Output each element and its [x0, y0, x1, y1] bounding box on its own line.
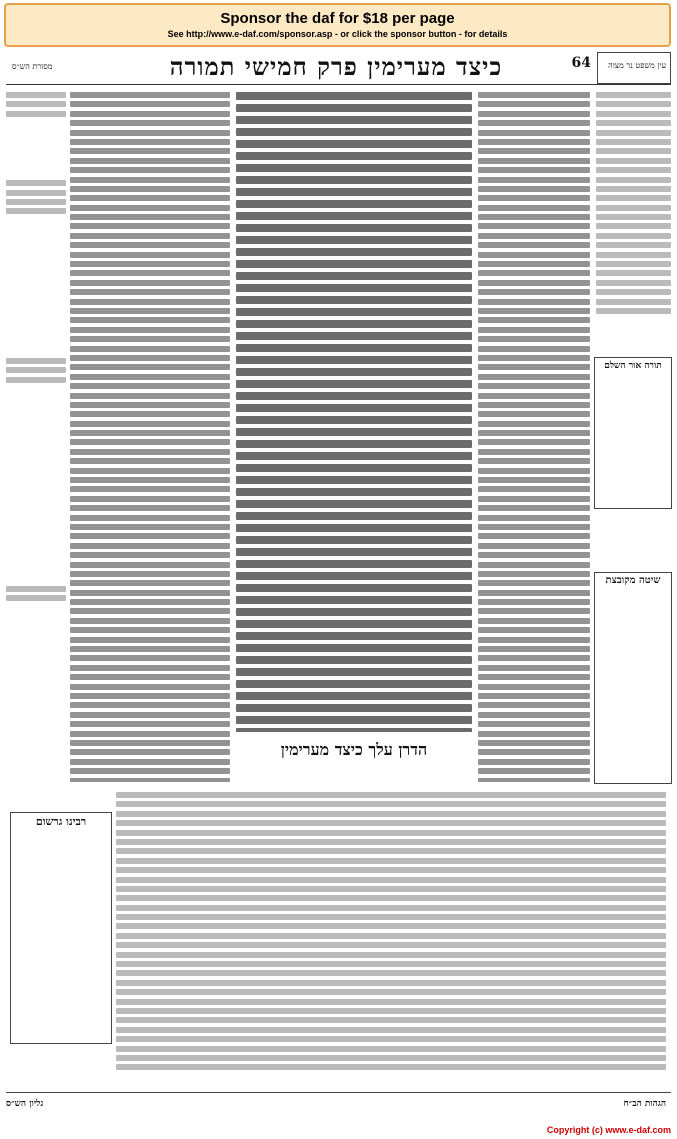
hadran-heading: הדרן עלך כיצד מערימין	[280, 740, 428, 759]
rashi-column	[478, 92, 590, 782]
bottom-divider	[6, 1092, 671, 1093]
gemara-main-column	[236, 92, 472, 732]
sponsor-headline: Sponsor the daf for $18 per page	[220, 10, 455, 27]
tosafot-column	[70, 92, 230, 782]
torah-ohr-box	[594, 357, 672, 509]
bottom-commentary	[116, 792, 666, 1082]
ein-mishpat-column	[596, 92, 671, 352]
sponsor-subline: See http://www.e-daf.com/sponsor.asp - or click the sponsor button - for details	[167, 29, 508, 39]
shita-mekubetzet-box	[594, 572, 672, 784]
page-header	[6, 52, 671, 85]
gilyon-label: גליון הש״ס	[6, 1099, 44, 1109]
page-title: כיצד מערימין פרק חמישי תמורה	[169, 52, 503, 81]
ein-mishpat-header-box	[597, 52, 671, 84]
rabbeinu-gershom-box	[10, 812, 112, 1044]
rabbeinu-gershom-title: רבינו גרשום	[35, 815, 87, 828]
hagahot-label: הגהות הב״ח	[623, 1099, 666, 1109]
page-number: 64	[571, 55, 591, 71]
copyright-link[interactable]: Copyright (c) www.e-daf.com	[546, 1125, 671, 1135]
sponsor-banner[interactable]	[4, 3, 671, 47]
left-margin-column	[6, 92, 66, 792]
shita-mekubetzet-title: שיטה מקובצת	[605, 575, 661, 586]
torah-ohr-title: תורה אור השלם	[604, 361, 662, 371]
left-margin-label: מסורת הש״ס	[12, 62, 53, 71]
ein-mishpat-label: עין משפט נר מצוה	[608, 61, 666, 70]
talmud-page	[6, 52, 671, 1122]
